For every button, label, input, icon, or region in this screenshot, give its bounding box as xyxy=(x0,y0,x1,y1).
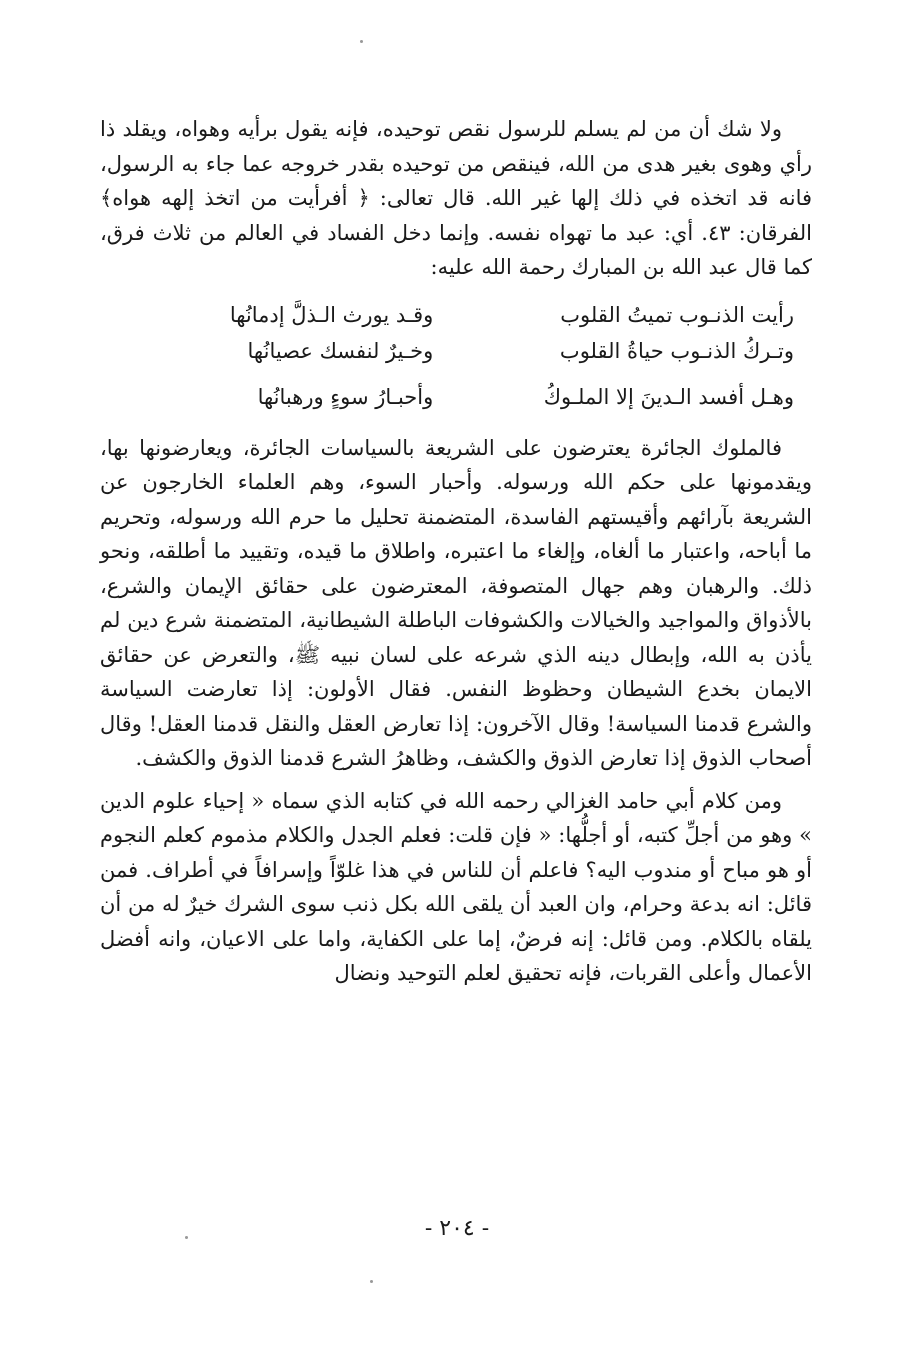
scan-speck xyxy=(185,1236,188,1239)
verse-first-hemistich: وهـل أفسد الـدينَ إلا الملـوكُ xyxy=(543,384,794,409)
poem-verse xyxy=(126,379,794,415)
scan-speck xyxy=(370,1280,373,1283)
paragraph-1: ولا شك أن من لم يسلم للرسول نقص توحيده، فإنه يقول برأيه وهواه، ويقلد ذا رأي وهوى بغير هدى من الله، فينقص من توحيده بقدر خروجه عما جاء به الرسول، فانه قد اتخذه في ذلك إلها غير الله. قال تعالى: ﴿ أفرأيت من اتخذ إلهه هواه﴾ الفرقان: ٤٣. أي: عبد ما تهواه نفسه. وإنما دخل الفساد في العالم من ثلاث فرق، كما قال عبد الله بن المبارك رحمة الله عليه: xyxy=(100,117,812,279)
paragraph-3: ومن كلام أبي حامد الغزالي رحمه الله في كتابه الذي سماه « إحياء علوم الدين » وهو من أجلِّ كتبه، أو أجلُّها: « فإن قلت: فعلم الجدل والكلام مذموم كعلم النجوم أو هو مباح أو مندوب اليه؟ فاعلم أن للناس في هذا غلوّاً وإسرافاً في أطراف. فمن قائل: انه بدعة وحرام، وان العبد أن يلقى الله بكل ذنب سوى الشرك خيرٌ له من أن يلقاه بالكلام. ومن قائل: إنه فرضٌ، إما على الكفاية، واما على الاعيان، وانه أفضل الأعمال وأعلى القربات، فإنه تحقيق لعلم التوحيد ونضال xyxy=(100,788,812,985)
verse-first-hemistich: وتـركُ الذنـوب حياةُ القلوب xyxy=(559,338,794,363)
poem xyxy=(100,297,812,415)
poem-verse xyxy=(126,333,794,369)
paragraph-2: فالملوك الجائرة يعترضون على الشريعة بالسياسات الجائرة، ويعارضونها بها، ويقدمونها على حكم الله ورسوله. وأحبار السوء، وهم العلماء الخارجون عن الشريعة بآرائهم وأقيستهم الفاسدة، المتضمنة تحليل ما حرم الله ورسوله، وتحريم ما أباحه، واعتبار ما ألغاه، وإلغاء ما اعتبره، واطلاق ما قيده، وتقييد ما أطلقه، ونحو ذلك. والرهبان وهم جهال المتصوفة، المعترضون على حقائق الإيمان والشرع، بالأذواق والمواجيد والخيالات والكشوفات الباطلة الشيطانية، المتضمنة شرع دين لم يأذن به الله، وإبطال دينه الذي شرعه على لسان نبيه ﷺ، والتعرض عن حقائق الايمان بخدع الشيطان وحظوظ النفس. فقال الأولون: إذا تعارضت السياسة والشرع قدمنا السياسة! وقال الآخرون: إذا تعارض العقل والنقل قدمنا العقل! وقال أصحاب الذوق إذا تعارض الذوق والكشف، وظاهرُ الشرع قدمنا الذوق والكشف. xyxy=(100,435,812,770)
page-body xyxy=(100,112,812,991)
page-number: - ٢٠٤ - xyxy=(424,1216,490,1241)
poem-verse xyxy=(126,297,794,333)
verse-second-hemistich: وأحبـارُ سوءٍ ورهبانُها xyxy=(257,384,434,409)
verse-second-hemistich: وقـد يورث الـذلَّ إدمانُها xyxy=(229,302,434,327)
verse-first-hemistich: رأيت الذنـوب تميتُ القلوب xyxy=(560,302,794,327)
scan-speck xyxy=(360,40,363,43)
verse-second-hemistich: وخـيرٌ لنفسك عصيانُها xyxy=(247,338,434,363)
